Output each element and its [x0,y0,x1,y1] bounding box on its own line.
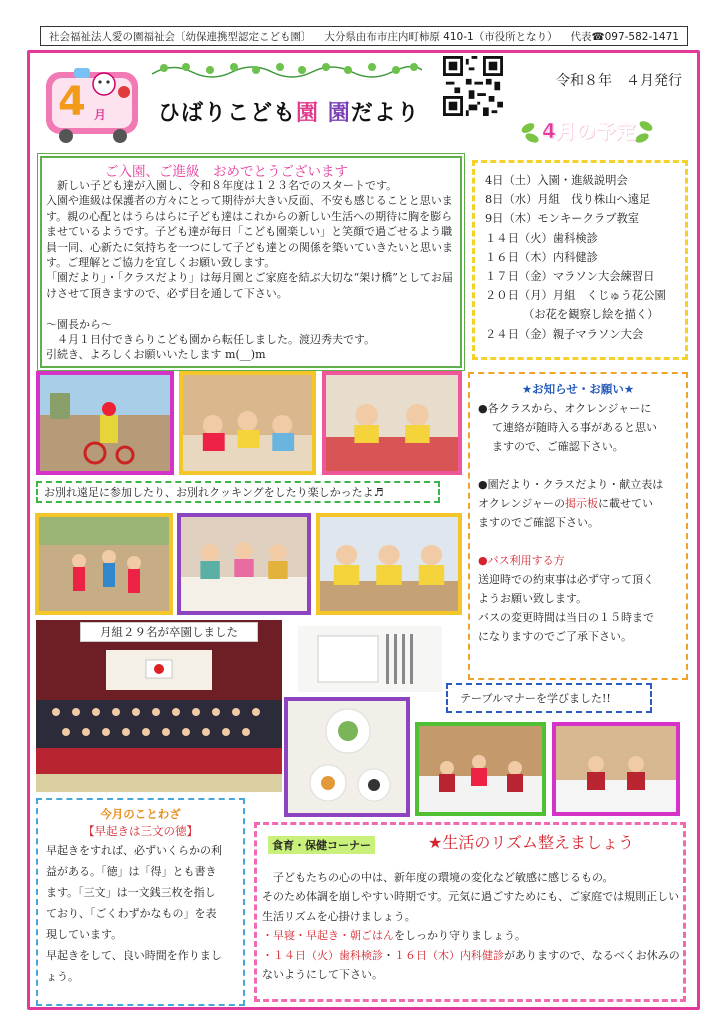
schedule-item: １６日（木）内科健診 [485,250,598,264]
notice-item: ●バス利用する方 送迎時での約束事は必ず守って頂く ようお願い致します。 バスの変更時間は当日の１５時まで になりますのでご了承下さい。 [478,554,654,643]
bullet-icon: ● [478,478,488,491]
title-mid2: 園 [327,101,351,126]
schedule-box [472,160,688,360]
photo-table-manner-2 [552,722,680,816]
proverb-box [36,798,245,1006]
graduation-caption: 月組２９名が卒園しました [80,622,258,642]
month-logo [44,62,142,144]
title-pre: ひばりこども [158,101,297,126]
health-bullet: ・１４日（火）歯科検診・１６日（木）内科健診がありますので、なるべくお休みのないようにして下さい。 [262,948,680,982]
notice-box [468,372,688,680]
proverb-line: 早起きをすれば、必ずいくらかの利 [46,844,222,857]
proverb-subtitle: 【早起きは三文の徳】 [83,824,198,838]
greeting-title: ご入園、ご進級 おめでとうございます [105,164,348,180]
health-title: ★生活のリズム整えましょう [428,833,635,852]
proverb-line: 益がある。「徳」は「得」とも書き [46,865,217,878]
notice-highlight: 掲示板 [565,497,599,510]
greeting-spacer [46,301,460,316]
health-paragraph: 子どもたちの心の中は、新年度の環境の変化など敏感に感じるもの。 [262,871,614,884]
org-name: 社会福祉法人愛の園福祉会〔幼保連携型認定こども園〕 [49,30,312,43]
schedule-heading-text: 4月の予定 [542,119,636,143]
photo-classroom [316,513,462,615]
proverb-line: 早起きをして、良い時間を作りまし [46,949,222,962]
schedule-item: 8日（水）月組 伐り株山へ遠足 [485,193,651,207]
proverb-title: 今月のことわざ [100,807,181,821]
proverb-line: ょう。 [46,970,79,983]
greeting-paragraph: 新しい子ども達が入園し、令和８年度は１２３名でのスタートです。 [46,179,398,192]
greeting-paragraph: ４月１日付できらりこども園から転任しました。渡辺秀夫です。 [46,333,376,347]
notice-item: ●各クラスから、オクレンジャーに て連絡が随時入る事があると思い ますので、ご確認下さい。 [478,402,657,453]
photo-cooking [322,371,462,475]
greeting-body [46,178,460,363]
photo-table-manner-1 [415,722,546,816]
photo-eating [179,371,316,475]
issue-date: 令和８年 ４月発行 [556,73,682,89]
photo-excursion [35,513,173,615]
proverb-line: 現しています。 [46,928,123,941]
health-tag: 食育・保健コーナー [268,836,375,854]
vine-decoration-icon [152,58,422,84]
schedule-item: 9日（木）モンキークラブ教室 [485,212,640,226]
org-address: 大分県由布市庄内町柿原 410-1（市役所となり） [324,30,558,43]
proverb-line: ており、「ごくわずかなもの」を表 [46,907,217,920]
title-mid1: 園 [296,101,320,126]
health-bullet: ・早寝・早起き・朝ごはんをしっかり守りましょう。 [262,929,526,943]
photo-graduation [36,620,282,792]
farewell-caption: お別れ遠足に参加したり、お別れクッキングをしたり楽しかったよ♬ [36,481,440,503]
qr-code-icon [443,56,503,116]
schedule-heading [518,108,658,150]
notice-item: ●園だより・クラスだより・献立表は オクレンジャーの掲示板に載せてい ますのでご確認下さい。 [478,478,664,529]
title-post: だより [350,101,420,126]
org-phone: 代表☎097-582-1471 [570,30,679,43]
proverb-line: ます。「三文」は一文銭三枚を指し [46,886,216,899]
health-paragraph: そのため体調を崩しやすい時期です。元気に過ごすためにも、ご家庭では規則正しい生活リズムを心掛けましょう。 [262,890,680,923]
schedule-item: １７日（金）マラソン大会練習日 [485,270,655,284]
notice-item-title: バス利用する方 [487,554,565,567]
photo-cutlery [298,626,442,692]
contact-bar [40,26,688,46]
photo-tricycle [36,371,174,475]
health-body [262,868,682,984]
schedule-item: ２０日（月）月組 くじゅう花公園 [485,289,666,303]
photo-dishes [284,697,410,817]
schedule-item: （お花を観察し絵を描く） [523,308,659,322]
greeting-paragraph: 「園だより」・「クラスだより」は毎月園とご家庭を結ぶ大切な“架け橋”としてお届けさせて頂きますので、必ず目を通して下さい。 [46,271,453,300]
bullet-icon: ● [478,402,488,415]
notice-title: ★お知らせ・お願い★ [521,382,635,396]
schedule-item: １４日（火）歯科検診 [485,231,598,245]
greeting-paragraph: 引続き、よろしくお願いいたします m(__)m [46,348,266,362]
schedule-item: ２４日（金）親子マラソン大会 [485,327,644,341]
greeting-paragraph: 入園や進級は保護者の方々にとって期待が大きい反面、不安も感じることと思います。親の心配とはうらはらに子ども達はこれからの新しい生活への期待に胸を膨らませているようです。子ども達が毎日「こども園楽しい」と笑顔で過ごせるよう職員一同、心新たに気持ちを一つにして子ども達との関係を築いていきたいと思います。ご理解とご協力を宜しくお願い致します。 [46,194,453,270]
photo-farewell-cooking [177,513,311,615]
newsletter-title [158,96,420,127]
month-number: 4 [58,79,86,125]
manner-caption: テーブルマナーを学びました!! [446,683,652,713]
month-suffix: 月 [94,108,107,122]
schedule-item: 4日（土）入園・進級説明会 [485,174,628,187]
bullet-icon: ● [478,554,488,567]
greeting-paragraph: ～園長から～ [46,317,112,331]
